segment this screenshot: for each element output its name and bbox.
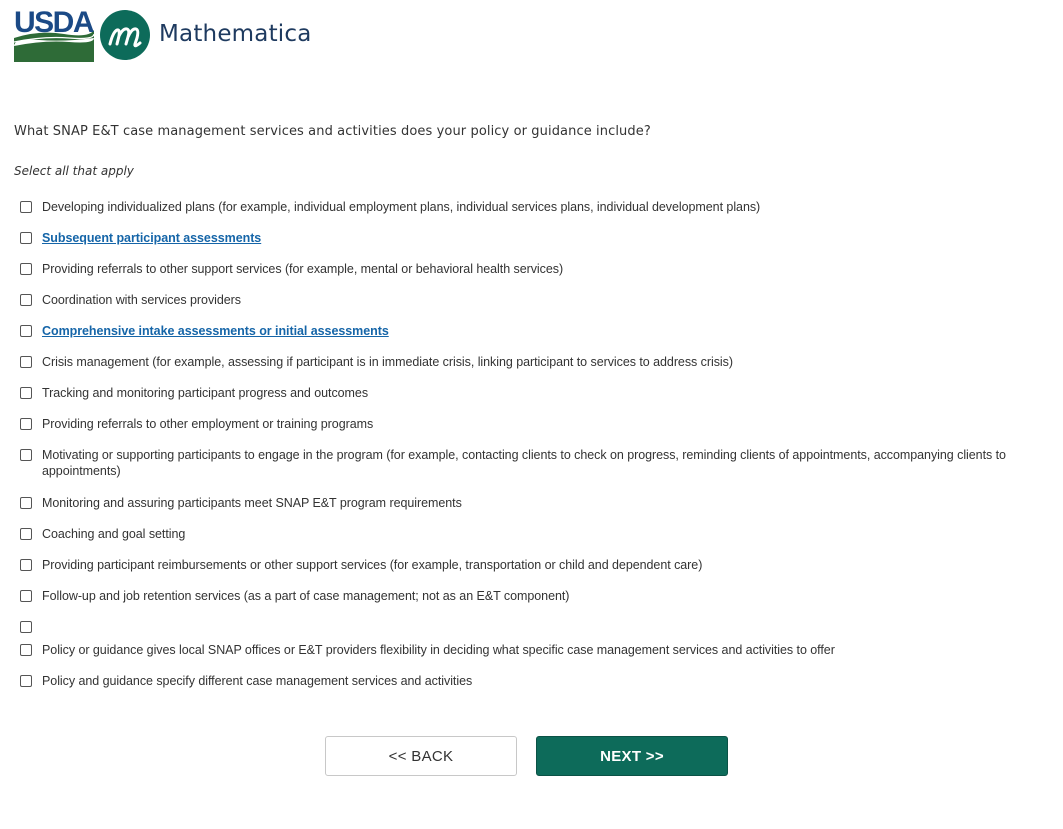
option-label: Coordination with services providers [42,293,241,307]
mathematica-logo-text: Mathematica [159,21,312,47]
question-text: What SNAP E&T case management services and activities does your policy or guidance include? [14,124,651,139]
option-checkbox[interactable] [20,528,32,540]
mathematica-logo-icon [100,10,150,60]
back-button[interactable]: << BACK [325,736,517,776]
option-checkbox[interactable] [20,387,32,399]
option-label: Coaching and goal setting [42,527,186,541]
option-label: Tracking and monitoring participant progress and outcomes [42,386,369,400]
option-checkbox[interactable] [20,675,32,687]
option-checkbox[interactable] [20,294,32,306]
option-label: Monitoring and assuring participants meet SNAP E&T program requirements [42,496,462,510]
option-checkbox[interactable] [20,232,32,244]
option-label-link[interactable]: Comprehensive intake assessments or initial assessments [42,324,389,338]
option-checkbox[interactable] [20,559,32,571]
option-label-link[interactable]: Subsequent participant assessments [42,231,262,245]
option-label: Providing referrals to other employment or training programs [42,417,374,431]
option-checkbox[interactable] [20,418,32,430]
option-checkbox[interactable] [20,590,32,602]
option-checkbox[interactable] [20,356,32,368]
option-label: Follow-up and job retention services (as a part of case management; not as an E&T component) [42,589,570,603]
option-label: Providing referrals to other support services (for example, mental or behavioral health services) [42,262,564,276]
option-checkbox[interactable] [20,644,32,656]
option-checkbox[interactable] [20,325,32,337]
option-checkbox[interactable] [20,201,32,213]
usda-logo [14,8,94,62]
option-checkbox[interactable] [20,497,32,509]
option-checkbox[interactable] [20,449,32,461]
header [14,8,334,64]
next-button[interactable]: NEXT >> [536,736,728,776]
option-label: Policy and guidance specify different case management services and activities [42,674,473,688]
option-label: Policy or guidance gives local SNAP offices or E&T providers flexibility in deciding what specific case management services and activities to offer [42,643,835,657]
usda-logo-text: USDA [14,6,94,39]
option-label: Crisis management (for example, assessing if participant is in immediate crisis, linking participant to services to address crisis) [42,355,733,369]
instruction-text: Select all that apply [14,164,134,178]
option-label: Providing participant reimbursements or other support services (for example, transportation or child and dependent care) [42,558,703,572]
option-label: Motivating or supporting participants to engage in the program (for example, contacting clients to check on progress, reminding clients of appointments, accompanying clients to appointments) [42,448,1006,478]
option-label: Developing individualized plans (for example, individual employment plans, individual services plans, individual development plans) [42,200,761,214]
option-checkbox[interactable] [20,263,32,275]
option-checkbox[interactable] [20,621,32,633]
